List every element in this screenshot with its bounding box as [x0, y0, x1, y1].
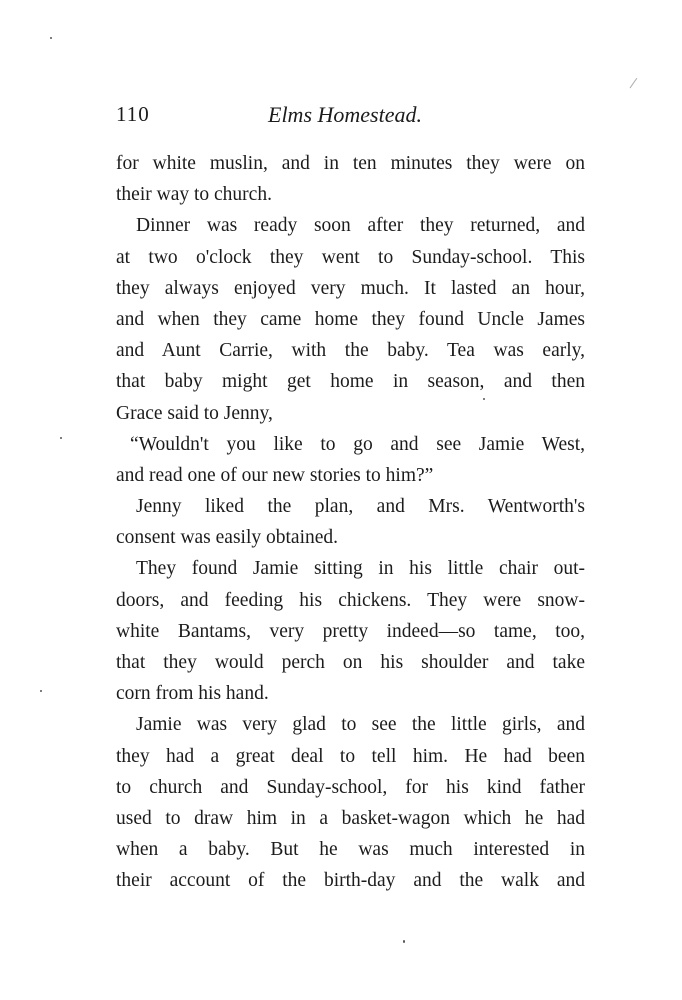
text-line: Dinner was ready soon after they returned, and	[136, 215, 585, 237]
text-line: and when they came home they found Uncle James	[116, 308, 585, 330]
paper-speck	[50, 37, 52, 39]
text-line: white Bantams, very pretty indeed—so tame, too,	[116, 620, 585, 642]
paper-speck	[403, 940, 405, 943]
text-line: they had a great deal to tell him. He had been	[116, 745, 585, 767]
text-line: that they would perch on his shoulder and take	[116, 652, 585, 673]
text-line: They found Jamie sitting in his little chair out-	[136, 558, 585, 580]
page-header	[116, 102, 585, 132]
text-line: doors, and feeding his chickens. They were snow-	[116, 589, 585, 611]
text-line: for white muslin, and in ten minutes they were on	[116, 153, 585, 174]
text-line: their way to church.	[116, 184, 272, 206]
text-line: and Aunt Carrie, with the baby. Tea was early,	[116, 340, 585, 362]
text-line: their account of the birth-day and the walk and	[116, 870, 585, 892]
paper-speck	[40, 690, 42, 692]
text-line: and read one of our new stories to him?”	[116, 464, 434, 486]
paper-speck	[483, 398, 485, 400]
text-line: when a baby. But he was much interested in	[116, 839, 585, 861]
running-title: Elms Homestead.	[268, 102, 422, 127]
text-line: Jamie was very glad to see the little girls, and	[136, 714, 585, 736]
page-number: 110	[116, 102, 150, 126]
text-line: Jenny liked the plan, and Mrs. Wentworth's	[136, 496, 585, 518]
paper-speck	[60, 437, 62, 439]
text-line: Grace said to Jenny,	[116, 402, 273, 424]
body-text	[116, 148, 585, 897]
text-line: corn from his hand.	[116, 683, 269, 705]
text-line: to church and Sunday-school, for his kind father	[116, 776, 585, 798]
text-line: that baby might get home in season, and then	[116, 371, 585, 393]
margin-pencil-mark	[630, 78, 646, 94]
text-line: at two o'clock they went to Sunday-school. This	[116, 246, 585, 268]
text-line: consent was easily obtained.	[116, 527, 339, 549]
text-line: “Wouldn't you like to go and see Jamie West,	[130, 433, 585, 455]
text-line: they always enjoyed very much. It lasted an hour,	[116, 277, 585, 299]
text-line: used to draw him in a basket-wagon which he had	[116, 807, 585, 829]
